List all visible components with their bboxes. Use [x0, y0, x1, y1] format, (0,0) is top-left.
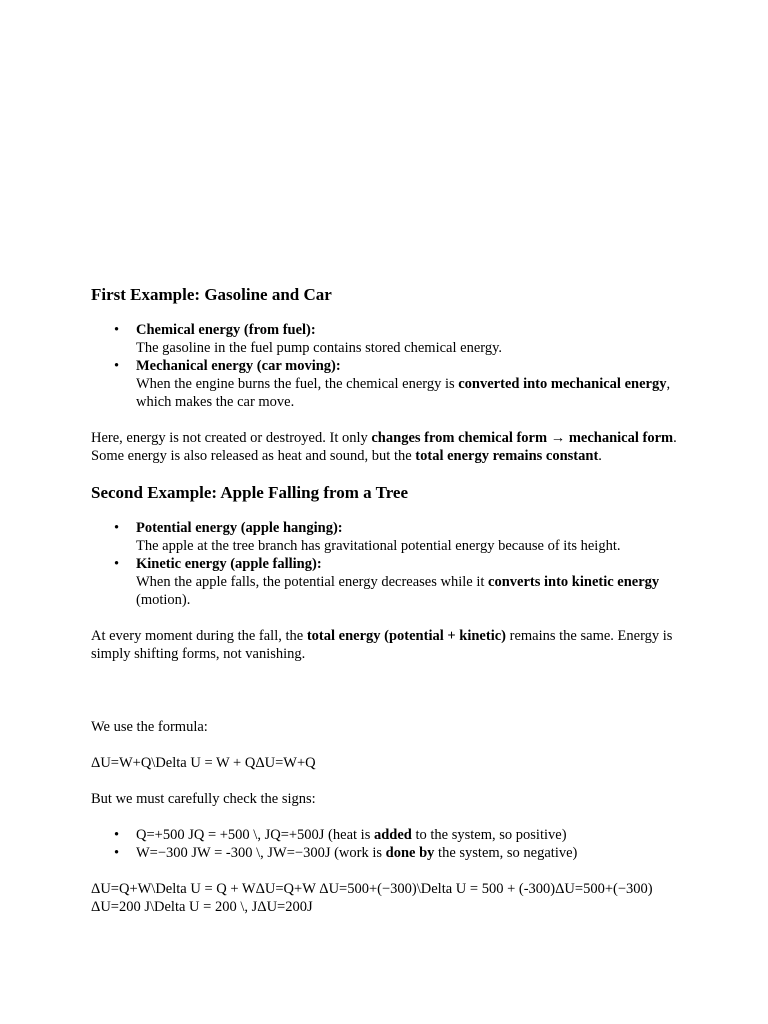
item-text: The gasoline in the fuel pump contains stored chemical energy. — [136, 340, 503, 356]
item-text-bold: converted into mechanical energy — [458, 376, 667, 392]
document-body — [91, 284, 691, 916]
item-title: • Kinetic energy (apple falling): — [136, 556, 322, 572]
note-bold: total energy remains constant — [415, 448, 599, 464]
item-text — [136, 375, 691, 411]
note-second-example — [91, 627, 691, 663]
note-text: Here, energy is not created or destroyed. It only — [91, 430, 372, 446]
formula-intro: We use the formula: — [91, 719, 208, 735]
list-signs — [91, 826, 691, 862]
heading-first-example: First Example: Gasoline and Car — [91, 285, 332, 304]
result-line: ΔU=Q+W\Delta U = Q + WΔU=Q+W ΔU=500+(−300)\Delta U = 500 + (-300)ΔU=500+(−300) — [91, 881, 653, 897]
item-text — [136, 573, 691, 609]
sign-bold: done by — [385, 845, 435, 861]
sign-bold: added — [373, 827, 412, 843]
item-title: • Chemical energy (from fuel): — [136, 322, 316, 338]
list-second-example — [91, 519, 691, 609]
list-first-example — [91, 321, 691, 411]
sign-text: the system, so negative) — [434, 845, 578, 861]
note-bold: total energy (potential + kinetic) — [306, 628, 506, 644]
note-text: remains the same. Energy is simply shifting forms, not vanishing. — [91, 628, 673, 662]
note-text: . — [598, 448, 602, 464]
list-item — [136, 321, 691, 357]
sign-text: Q=+500 JQ = +500 \, JQ=+500J (heat is — [136, 827, 374, 843]
list-item — [136, 555, 691, 609]
list-item — [136, 519, 691, 555]
item-text-part: When the apple falls, the potential energy decreases while it — [136, 574, 489, 590]
list-item — [136, 357, 691, 411]
item-title: • Potential energy (apple hanging): — [136, 520, 343, 536]
item-text-bold: converts into kinetic energy — [488, 574, 660, 590]
item-text-part: (motion). — [136, 592, 191, 608]
sign-text: to the system, so positive) — [411, 827, 567, 843]
item-title: • Mechanical energy (car moving): — [136, 358, 341, 374]
heading-second-example: Second Example: Apple Falling from a Tree — [91, 483, 409, 502]
formula-main: ΔU=W+Q\Delta U = W + QΔU=W+Q — [91, 755, 316, 771]
item-text-part: , which makes the car move. — [136, 376, 671, 410]
note-text: At every moment during the fall, the — [91, 628, 307, 644]
result-block — [91, 880, 691, 916]
list-item — [136, 826, 691, 844]
note-first-example — [91, 429, 691, 465]
note-bold: changes from chemical form → mechanical form — [371, 430, 674, 446]
result-line: ΔU=200 J\Delta U = 200 \, JΔU=200J — [91, 899, 313, 915]
item-text-part: When the engine burns the fuel, the chemical energy is — [136, 376, 459, 392]
sign-check-text: But we must carefully check the signs: — [91, 791, 316, 807]
item-text: The apple at the tree branch has gravitational potential energy because of its height. — [136, 538, 621, 554]
sign-text: W=−300 JW = -300 \, JW=−300J (work is — [136, 845, 386, 861]
note-text: . Some energy is also released as heat and sound, but the — [91, 430, 677, 464]
list-item — [136, 844, 691, 862]
